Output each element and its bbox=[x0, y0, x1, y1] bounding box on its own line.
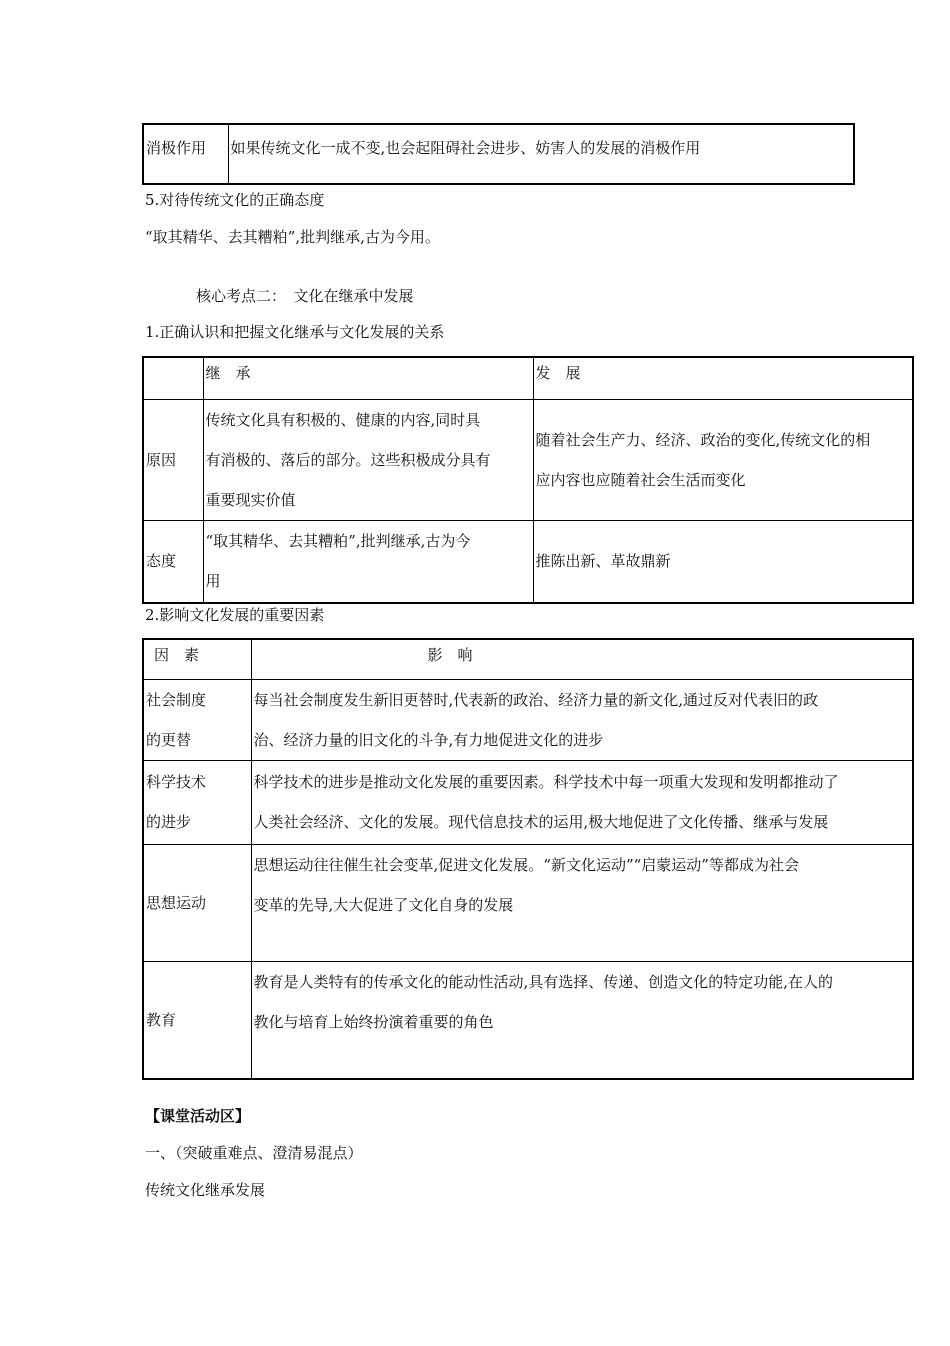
negative-role-label: 消极作用 bbox=[143, 124, 228, 184]
table-row bbox=[143, 520, 913, 603]
breakthrough-subtitle: 一、（突破重难点、澄清易混点） bbox=[145, 1144, 363, 1162]
classroom-activity-title: 【课堂活动区】 bbox=[145, 1107, 251, 1125]
topic-heading: 传统文化继承发展 bbox=[145, 1181, 266, 1199]
heading-inherit-develop: 1.正确认识和把握文化继承与文化发展的关系 bbox=[145, 323, 445, 341]
table-header-develop: 发 展 bbox=[533, 357, 913, 399]
attitude-develop: 推陈出新、革故鼎新 bbox=[533, 520, 913, 603]
table-row bbox=[143, 679, 913, 760]
table-row bbox=[143, 961, 913, 1079]
table-header-inherit: 继 承 bbox=[203, 357, 533, 399]
effect-science-tech: 科学技术的进步是推动文化发展的重要因素。科学技术中每一项重大发现和发明都推动了 人类社会经济、文化的发展。现代信息技术的运用,极大地促进了文化传播、继承与发展 bbox=[251, 760, 913, 844]
core-point-heading: 核心考点二： 文化在继承中发展 bbox=[196, 287, 414, 305]
table-row bbox=[143, 399, 913, 520]
heading-factors: 2.影响文化发展的重要因素 bbox=[145, 606, 325, 624]
factors-table bbox=[142, 638, 914, 1080]
factor-thought-movement: 思想运动 bbox=[143, 844, 251, 961]
reason-develop: 随着社会生产力、经济、政治的变化,传统文化的相 应内容也应随着社会生活而变化 bbox=[533, 399, 913, 520]
table-row bbox=[143, 844, 913, 961]
reason-inherit: 传统文化具有积极的、健康的内容,同时具 有消极的、落后的部分。这些积极成分具有 重要现实价值 bbox=[203, 399, 533, 520]
attitude-inherit: “取其精华、去其糟粕”,批判继承,古为今 用 bbox=[203, 520, 533, 603]
negative-role-content: 如果传统文化一成不变,也会起阻碍社会进步、妨害人的发展的消极作用 bbox=[228, 124, 854, 184]
table-row bbox=[143, 760, 913, 844]
table-header-effect: 影 响 bbox=[251, 639, 913, 679]
inherit-develop-table bbox=[142, 356, 914, 604]
negative-role-table bbox=[142, 123, 855, 185]
heading-correct-attitude: 5.对待传统文化的正确态度 bbox=[145, 191, 325, 209]
effect-social-system: 每当社会制度发生新旧更替时,代表新的政治、经济力量的新文化,通过反对代表旧的政 治、经济力量的旧文化的斗争,有力地促进文化的进步 bbox=[251, 679, 913, 760]
factor-education: 教育 bbox=[143, 961, 251, 1079]
table-header-empty bbox=[143, 357, 203, 399]
attitude-text: “取其精华、去其糟粕”,批判继承,古为今用。 bbox=[145, 228, 440, 246]
row-label-reason: 原因 bbox=[143, 399, 203, 520]
table-header-factor: 因 素 bbox=[143, 639, 251, 679]
factor-science-tech: 科学技术 的进步 bbox=[143, 760, 251, 844]
row-label-attitude: 态度 bbox=[143, 520, 203, 603]
effect-education: 教育是人类特有的传承文化的能动性活动,具有选择、传递、创造文化的特定功能,在人的 教化与培育上始终扮演着重要的角色 bbox=[251, 961, 913, 1079]
factor-social-system: 社会制度 的更替 bbox=[143, 679, 251, 760]
effect-thought-movement: 思想运动往往催生社会变革,促进文化发展。“新文化运动”“启蒙运动”等都成为社会 变革的先导,大大促进了文化自身的发展 bbox=[251, 844, 913, 961]
